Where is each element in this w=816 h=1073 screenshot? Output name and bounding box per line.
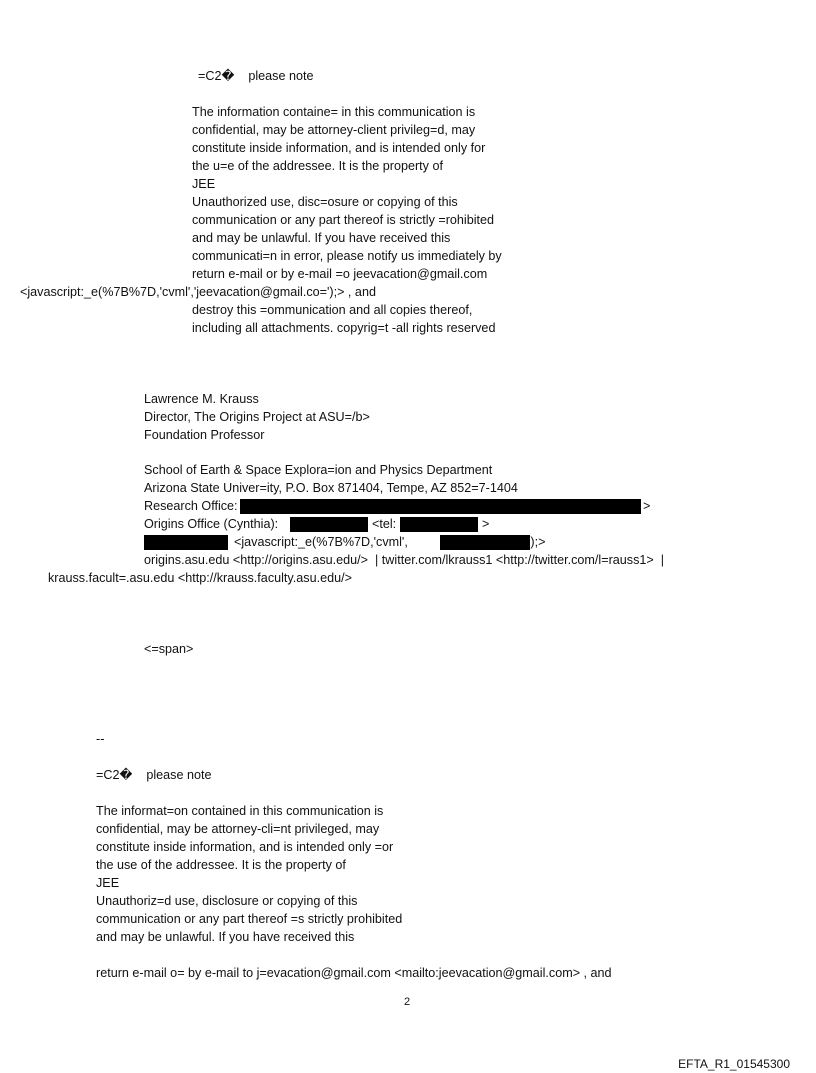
disclaimer-line: and may be unlawful. If you have received this (96, 930, 355, 944)
redaction-bar (240, 499, 641, 514)
signature-name: Lawrence M. Krauss (144, 392, 259, 406)
please-note-line-1: =C2� please note (198, 69, 314, 83)
signature-school: School of Earth & Space Explora=ion and Physics Department (144, 463, 493, 477)
redaction-bar (290, 517, 368, 532)
disclaimer-line: including all attachments. copyrig=t -all rights reserved (192, 321, 496, 335)
links-outdent-line: krauss.facult=.asu.edu <http://krauss.faculty.asu.edu/> (48, 571, 352, 585)
disclaimer-line: confidential, may be attorney-cli=nt privileged, may (96, 822, 380, 836)
disclaimer-line: communication or any part thereof is strictly =rohibited (192, 213, 495, 227)
disclaimer-line: confidential, may be attorney-client privileg=d, may (192, 123, 476, 137)
redaction-bar (400, 517, 478, 532)
javascript-link-line: <javascript:_e(%7B%7D,'cvml','jeevacation@gmail.co=');> , and (20, 285, 376, 299)
bates-stamp: EFTA_R1_01545300 (678, 1057, 790, 1071)
disclaimer-line: constitute inside information, and is intended only for (192, 141, 486, 155)
disclaimer-line: destroy this =ommunication and all copies thereof, (192, 303, 473, 317)
disclaimer-line: The information containe= in this communication is (192, 105, 476, 119)
origins-office-label: Origins Office (Cynthia): (144, 517, 279, 531)
research-office-tail: > (643, 499, 651, 513)
disclaimer-line: JEE (192, 177, 216, 191)
origins-tel-tail: > (482, 517, 490, 531)
disclaimer-line: communicati=n in error, please notify us immediately by (192, 249, 502, 263)
disclaimer-line: Unauthoriz=d use, disclosure or copying of this (96, 894, 358, 908)
disclaimer-line: communication or any part thereof =s strictly prohibited (96, 912, 403, 926)
separator-dashes: -- (96, 732, 105, 746)
page-number: 2 (404, 996, 411, 1008)
signature-address: Arizona State Univer=ity, P.O. Box 871404, Tempe, AZ 852=7-1404 (144, 481, 518, 495)
disclaimer-line: and may be unlawful. If you have received this (192, 231, 451, 245)
signature-title: Director, The Origins Project at ASU=/b> (144, 410, 370, 424)
signature-role: Foundation Professor (144, 428, 265, 442)
redaction-bar (144, 535, 228, 550)
javascript-text: <javascript:_e(%7B%7D,'cvml', (234, 535, 408, 549)
javascript-tail: ');> (528, 535, 546, 549)
disclaimer-line: The informat=on contained in this communication is (96, 804, 384, 818)
redaction-bar (440, 535, 530, 550)
please-note-line-2: =C2� please note (96, 768, 212, 782)
return-email-line: return e-mail o= by e-mail to j=evacation@gmail.com <mailto:jeevacation@gmail.com> , and (96, 966, 612, 980)
origins-tel-text: <tel: (372, 517, 397, 531)
disclaimer-line: the use of the addressee. It is the property of (96, 858, 346, 872)
disclaimer-line: the u=e of the addressee. It is the property of (192, 159, 443, 173)
links-line: origins.asu.edu <http://origins.asu.edu/> | twitter.com/lkrauss1 <http://twitter.com/l=rauss1> | (144, 553, 664, 567)
research-office-label: Research Office: (144, 499, 238, 513)
disclaimer-line: constitute inside information, and is intended only =or (96, 840, 394, 854)
disclaimer-line: Unauthorized use, disc=osure or copying of this (192, 195, 458, 209)
span-tag-text: <=span> (144, 642, 194, 656)
disclaimer-line: JEE (96, 876, 120, 890)
disclaimer-line: return e-mail or by e-mail =o jeevacation@gmail.com (192, 267, 488, 281)
